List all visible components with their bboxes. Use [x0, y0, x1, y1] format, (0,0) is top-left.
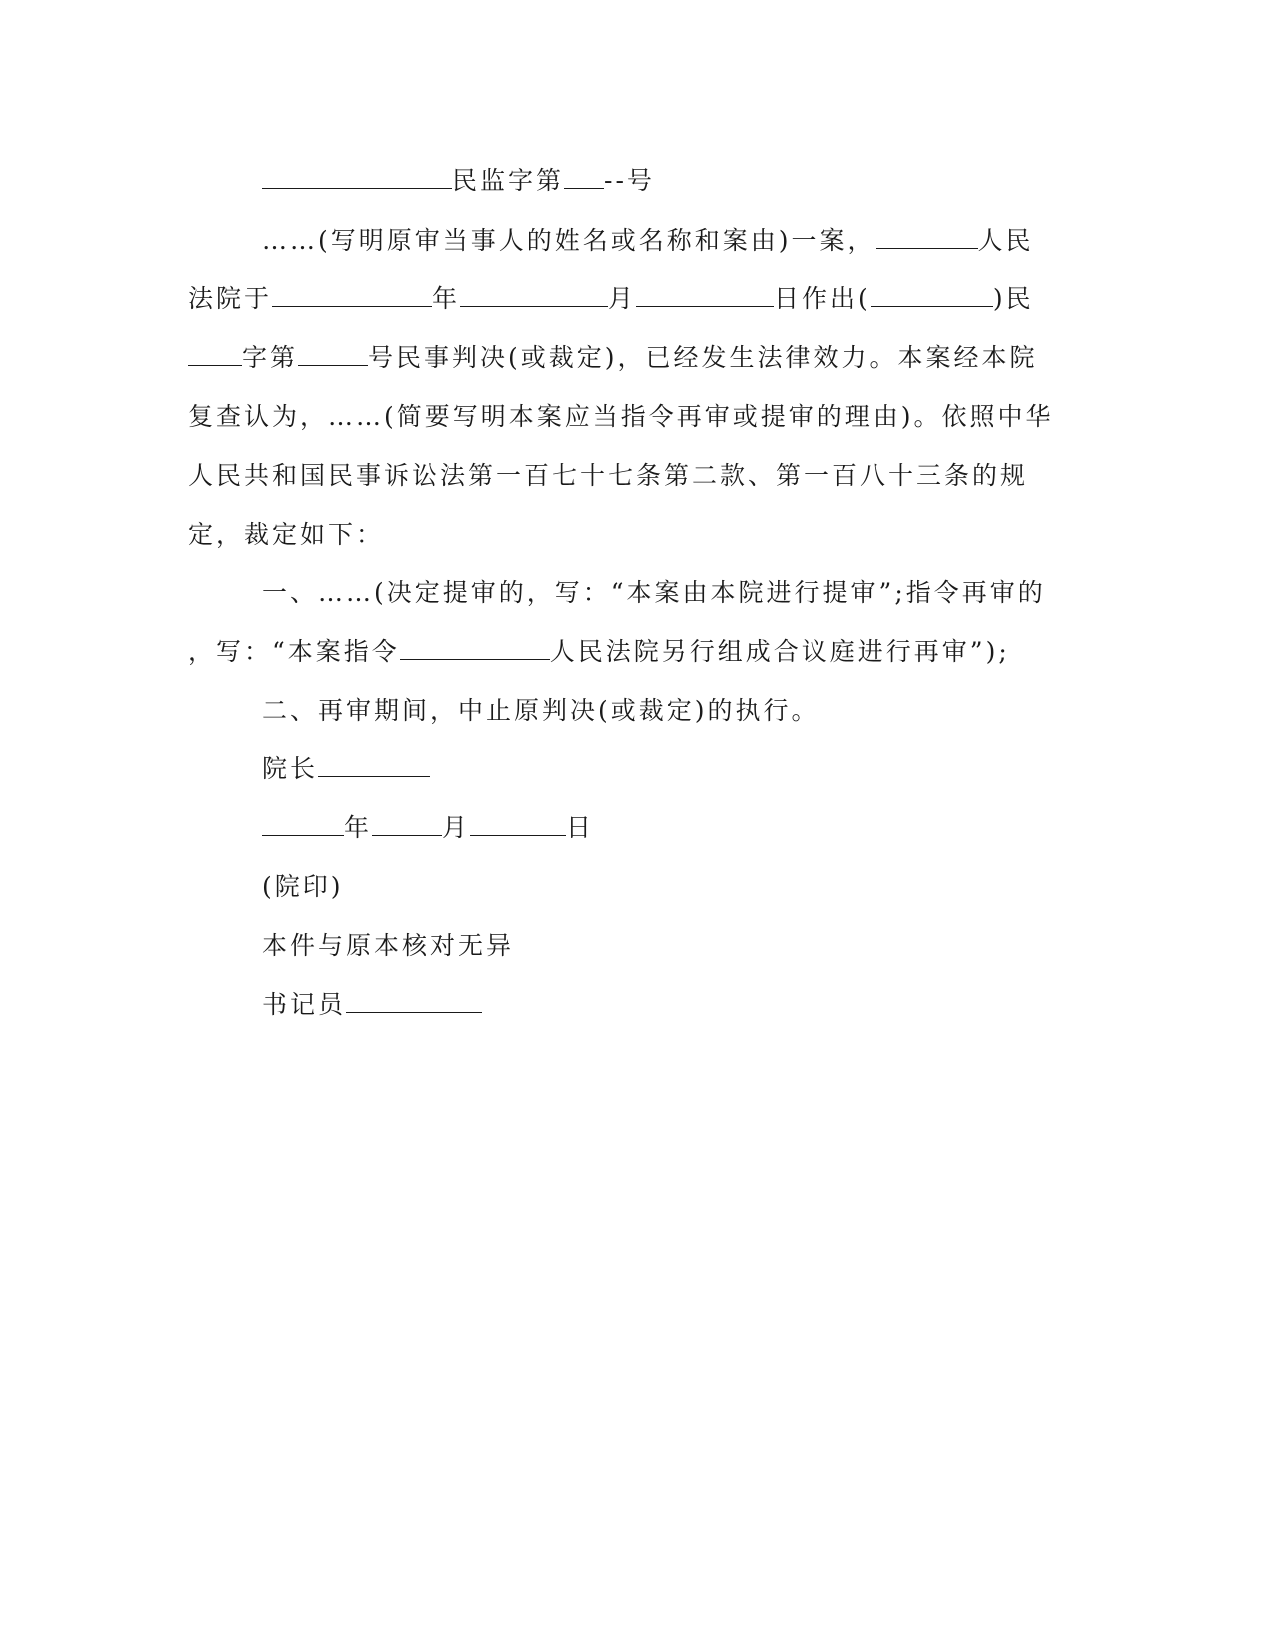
body-line-5: 人民共和国民事诉讼法第一百七十七条第二款、第一百八十三条的规 [188, 461, 1029, 490]
body-text: 号民事判决(或裁定)，已经发生法律效力。本案经本院 [368, 343, 1038, 372]
body-text: 法院于 [188, 284, 273, 313]
body-text: 年 [432, 284, 461, 313]
verification-note: 本件与原本核对无异 [262, 931, 515, 960]
judgment-number-blank [298, 343, 368, 366]
court-seal: (院印) [262, 872, 344, 901]
case-year-blank [871, 284, 993, 307]
retrial-court-blank [400, 637, 550, 660]
day-label: 日 [566, 813, 595, 842]
sign-day-blank [470, 813, 566, 836]
month-label: 月 [442, 813, 471, 842]
date-line [262, 813, 594, 843]
body-line-6: 定，裁定如下： [188, 520, 385, 549]
year-blank [272, 284, 432, 307]
clerk-line [262, 990, 482, 1020]
president-label: 院长 [262, 754, 319, 783]
sign-month-blank [372, 813, 442, 836]
sign-year-blank [262, 813, 344, 836]
body-text: 人民法院另行组成合议庭进行再审”); [549, 637, 1010, 666]
body-line-2 [188, 284, 1034, 314]
case-number-line [262, 166, 655, 196]
case-number-blank [564, 166, 604, 189]
clerk-blank [346, 990, 482, 1013]
case-number-label: 民监字第 [452, 166, 565, 195]
body-text: 字第 [242, 343, 299, 372]
ruling-item-1-line-2 [188, 637, 1010, 667]
case-prefix-blank [262, 166, 452, 189]
case-type-blank [188, 343, 242, 366]
case-number-suffix: --号 [604, 166, 655, 195]
body-text: 月 [608, 284, 637, 313]
day-blank [636, 284, 774, 307]
year-label: 年 [344, 813, 373, 842]
court-name-blank [876, 226, 978, 249]
ruling-item-1-line-1: 一、……(决定提审的，写：“本案由本院进行提审”;指令再审的 [262, 578, 1046, 607]
president-blank [318, 754, 430, 777]
body-text: ，写：“本案指令 [188, 637, 400, 666]
body-text: ……(写明原审当事人的姓名或名称和案由)一案， [262, 226, 876, 255]
body-line-4: 复查认为，……(简要写明本案应当指令再审或提审的理由)。依照中华 [188, 402, 1054, 431]
clerk-label: 书记员 [262, 990, 347, 1019]
president-line [262, 754, 430, 784]
body-text: 人民 [977, 226, 1034, 255]
month-blank [460, 284, 608, 307]
body-line-3 [188, 343, 1038, 373]
ruling-item-2: 二、再审期间，中止原判决(或裁定)的执行。 [262, 696, 820, 725]
body-line-1 [262, 226, 1034, 256]
body-text: 日作出( [774, 284, 871, 313]
body-text: )民 [992, 284, 1034, 313]
